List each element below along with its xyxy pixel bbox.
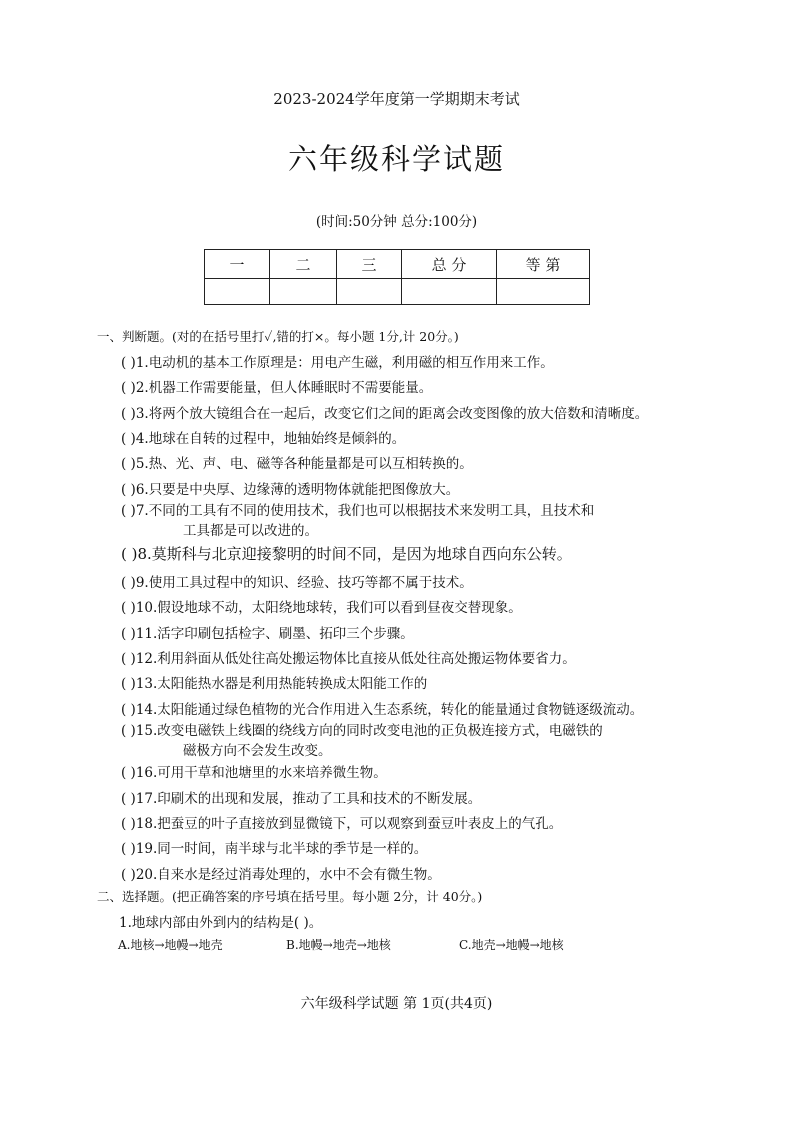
mc-option-c: C.地壳→地幔→地核 <box>459 938 564 952</box>
question-15-continued: 磁极方向不会发生改变。 <box>183 743 332 759</box>
mc-option-a: A.地核→地幔→地壳 <box>118 938 223 952</box>
question-11: ( )11.活字印刷包括检字、刷墨、拓印三个步骤。 <box>121 626 414 642</box>
question-19: ( )19.同一时间，南半球与北半球的季节是一样的。 <box>121 841 428 857</box>
score-header-total: 总 分 <box>402 250 497 279</box>
score-table <box>204 249 590 305</box>
exam-subtitle: 2023-2024学年度第一学期期末考试 <box>273 90 520 108</box>
question-5: ( )5.热、光、声、电、磁等各种能量都是可以互相转换的。 <box>121 456 473 472</box>
score-header-grade: 等 第 <box>497 250 590 279</box>
score-header-1: 一 <box>205 250 270 279</box>
mc-question-1: 1.地球内部由外到内的结构是( )。 <box>119 915 323 931</box>
question-6: ( )6.只要是中央厚、边缘薄的透明物体就能把图像放大。 <box>121 482 460 498</box>
question-7: ( )7.不同的工具有不同的使用技术，我们也可以根据技术来发明工具，且技术和 <box>121 503 595 519</box>
question-15: ( )15.改变电磁铁上线圈的绕线方向的同时改变电池的正负极连接方式，电磁铁的 <box>121 723 603 739</box>
time-info: (时间:50分钟 总分:100分) <box>315 214 478 230</box>
score-cell-2[interactable] <box>270 279 337 305</box>
page-footer: 六年级科学试题 第 1页(共4页) <box>300 996 493 1012</box>
score-table-header-row <box>205 250 590 279</box>
score-header-3: 三 <box>337 250 402 279</box>
question-7-continued: 工具都是可以改进的。 <box>183 523 318 539</box>
question-16: ( )16.可用干草和池塘里的水来培养微生物。 <box>121 765 387 781</box>
question-1: ( )1.电动机的基本工作原理是：用电产生磁，利用磁的相互作用来工作。 <box>121 355 554 371</box>
question-12: ( )12.利用斜面从低处往高处搬运物体比直接从低处往高处搬运物体要省力。 <box>121 651 576 667</box>
score-header-2: 二 <box>270 250 337 279</box>
question-8: ( )8.莫斯科与北京迎接黎明的时间不同，是因为地球自西向东公转。 <box>121 545 572 563</box>
page-title: 六年级科学试题 <box>287 142 505 176</box>
score-cell-total[interactable] <box>402 279 497 305</box>
question-20: ( )20.自来水是经过消毒处理的，水中不会有微生物。 <box>121 867 441 883</box>
section2-heading: 二、选择题。(把正确答案的序号填在括号里。每小题 2分，计 40分。) <box>97 889 483 904</box>
score-cell-1[interactable] <box>205 279 270 305</box>
score-table-blank-row <box>205 279 590 305</box>
question-4: ( )4.地球在自转的过程中，地轴始终是倾斜的。 <box>121 431 406 447</box>
question-10: ( )10.假设地球不动，太阳绕地球转，我们可以看到昼夜交替现象。 <box>121 600 522 616</box>
question-9: ( )9.使用工具过程中的知识、经验、技巧等都不属于技术。 <box>121 575 473 591</box>
question-17: ( )17.印刷术的出现和发展，推动了工具和技术的不断发展。 <box>121 791 482 807</box>
question-18: ( )18.把蚕豆的叶子直接放到显微镜下，可以观察到蚕豆叶表皮上的气孔。 <box>121 816 563 832</box>
question-13: ( )13.太阳能热水器是利用热能转换成太阳能工作的 <box>121 676 428 692</box>
question-3: ( )3.将两个放大镜组合在一起后，改变它们之间的距离会改变图像的放大倍数和清晰度。 <box>121 406 649 422</box>
question-2: ( )2.机器工作需要能量，但人体睡眠时不需要能量。 <box>121 380 433 396</box>
question-14: ( )14.太阳能通过绿色植物的光合作用进入生态系统，转化的能量通过食物链逐级流动。 <box>121 702 644 718</box>
score-cell-3[interactable] <box>337 279 402 305</box>
section1-heading: 一、判断题。(对的在括号里打✓,错的打×。每小题 1分,计 20分。) <box>97 329 459 344</box>
score-cell-grade[interactable] <box>497 279 590 305</box>
mc-option-b: B.地幔→地壳→地核 <box>286 938 391 952</box>
